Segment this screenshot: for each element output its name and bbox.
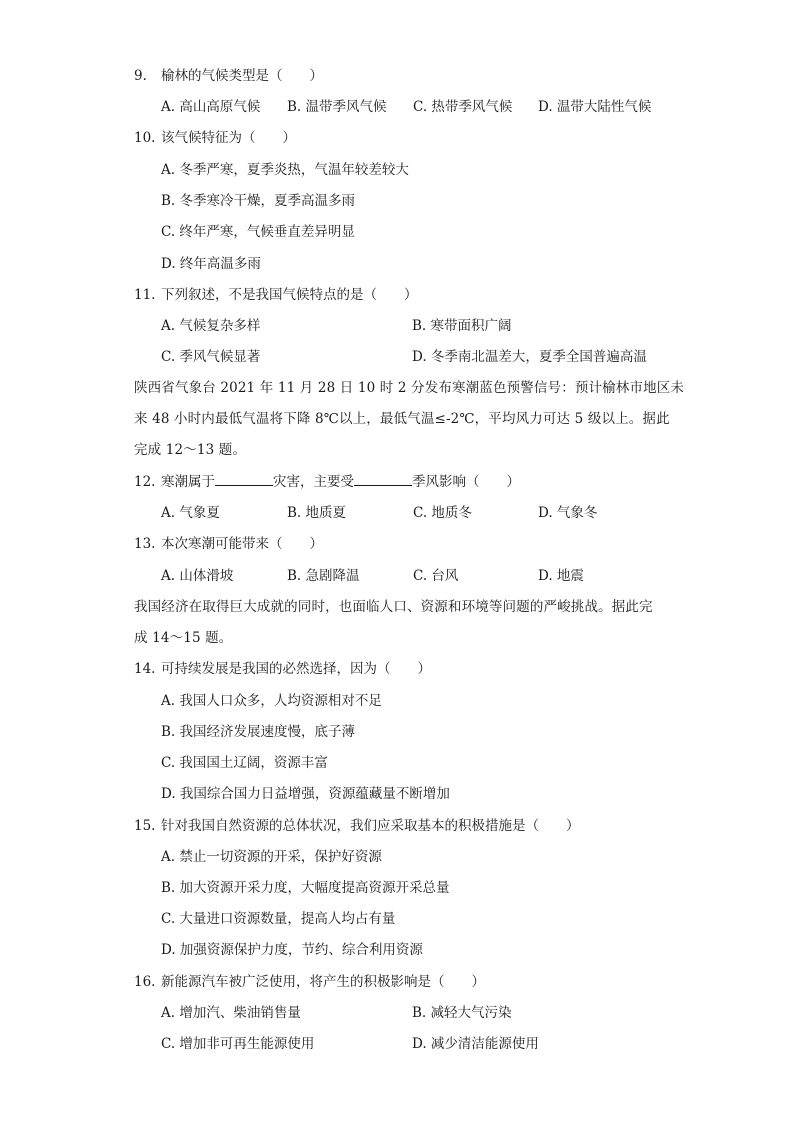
question-13-options bbox=[0, 564, 794, 588]
passage-text: 完成 12～13 题。 bbox=[134, 442, 247, 458]
passage-2-line-1 bbox=[0, 595, 794, 619]
question-15-option-c bbox=[0, 907, 794, 931]
question-stem: 本次寒潮可能带来（ ） bbox=[161, 536, 323, 552]
question-14 bbox=[0, 657, 794, 681]
passage-2-line-2 bbox=[0, 626, 794, 650]
question-number: 16. bbox=[134, 974, 156, 990]
option-c: C. 增加非可再生能源使用 bbox=[161, 1036, 315, 1052]
option-b: B. 温带季风气候 bbox=[287, 99, 387, 115]
question-number: 12. bbox=[134, 474, 156, 490]
question-stem: 下列叙述，不是我国气候特点的是（ ） bbox=[161, 287, 418, 303]
question-11 bbox=[0, 283, 794, 307]
option-d: D. 加强资源保护力度，节约、综合利用资源 bbox=[161, 942, 423, 958]
question-15-option-d bbox=[0, 938, 794, 962]
question-stem: 榆林的气候类型是（ ） bbox=[161, 68, 323, 84]
question-9-options bbox=[0, 95, 794, 119]
question-11-options-row1 bbox=[0, 314, 794, 338]
option-a: A. 我国人口众多，人均资源相对不足 bbox=[161, 693, 382, 709]
question-9 bbox=[0, 64, 794, 88]
option-a: A. 高山高原气候 bbox=[161, 99, 261, 115]
option-b: B. 冬季寒冷干燥，夏季高温多雨 bbox=[161, 193, 356, 209]
stem-part: 季风影响（ ） bbox=[412, 474, 520, 490]
passage-text: 陕西省气象台 2021 年 11 月 28 日 10 时 2 分发布寒潮蓝色预警信号：预计榆林市地区未 bbox=[134, 380, 685, 396]
question-stem: 可持续发展是我国的必然选择，因为（ ） bbox=[161, 661, 431, 677]
passage-1-line-1 bbox=[0, 376, 794, 400]
option-d: D. 温带大陆性气候 bbox=[538, 99, 652, 115]
question-14-option-b bbox=[0, 720, 794, 744]
option-c: C. 我国国土辽阔，资源丰富 bbox=[161, 755, 328, 771]
option-d: D. 地震 bbox=[538, 568, 584, 584]
option-c: C. 台风 bbox=[413, 568, 459, 584]
question-11-options-row2 bbox=[0, 345, 794, 369]
question-number: 11. bbox=[134, 287, 156, 303]
question-14-option-d bbox=[0, 782, 794, 806]
option-c: C. 大量进口资源数量，提高人均占有量 bbox=[161, 911, 396, 927]
option-b: B. 地质夏 bbox=[287, 505, 347, 521]
option-c: C. 季风气候显著 bbox=[161, 349, 261, 365]
question-10-option-a bbox=[0, 158, 794, 182]
option-a: A. 禁止一切资源的开采，保护好资源 bbox=[161, 849, 382, 865]
question-14-option-c bbox=[0, 751, 794, 775]
question-10-option-c bbox=[0, 220, 794, 244]
option-c: C. 热带季风气候 bbox=[413, 99, 513, 115]
option-a: A. 冬季严寒，夏季炎热，气温年较差较大 bbox=[161, 162, 409, 178]
question-15-option-b bbox=[0, 876, 794, 900]
question-12-options bbox=[0, 501, 794, 525]
option-b: B. 加大资源开采力度，大幅度提高资源开采总量 bbox=[161, 880, 450, 896]
question-15 bbox=[0, 814, 794, 838]
option-a: A. 山体滑坡 bbox=[161, 568, 234, 584]
question-stem: 该气候特征为（ ） bbox=[161, 130, 296, 146]
question-number: 14. bbox=[134, 661, 156, 677]
question-13 bbox=[0, 532, 794, 556]
option-c: C. 地质冬 bbox=[413, 505, 472, 521]
option-c: C. 终年严寒，气候垂直差异明显 bbox=[161, 224, 355, 240]
option-d: D. 终年高温多雨 bbox=[161, 256, 261, 272]
question-10-option-b bbox=[0, 189, 794, 213]
answer-blank bbox=[215, 471, 273, 486]
passage-text: 成 14～15 题。 bbox=[134, 630, 233, 646]
question-16 bbox=[0, 970, 794, 994]
passage-text: 来 48 小时内最低气温将下降 8℃以上，最低气温≤-2℃，平均风力可达 5 级以上。据此 bbox=[134, 411, 670, 427]
question-stem: 新能源汽车被广泛使用，将产生的积极影响是（ ） bbox=[161, 974, 485, 990]
option-b: B. 寒带面积广阔 bbox=[412, 318, 512, 334]
question-number: 13. bbox=[134, 536, 156, 552]
option-b: B. 急剧降温 bbox=[287, 568, 360, 584]
option-b: B. 减轻大气污染 bbox=[412, 1005, 512, 1021]
question-stem: 针对我国自然资源的总体状况，我们应采取基本的积极措施是（ ） bbox=[161, 818, 580, 834]
question-10 bbox=[0, 126, 794, 150]
question-10-option-d bbox=[0, 252, 794, 276]
stem-part: 寒潮属于 bbox=[161, 474, 215, 490]
question-15-option-a bbox=[0, 845, 794, 869]
question-number: 15. bbox=[134, 818, 156, 834]
question-number: 10. bbox=[134, 130, 156, 146]
question-14-option-a bbox=[0, 689, 794, 713]
option-a: A. 气候复杂多样 bbox=[161, 318, 261, 334]
option-d: D. 冬季南北温差大，夏季全国普遍高温 bbox=[412, 349, 647, 365]
option-d: D. 我国综合国力日益增强，资源蕴藏量不断增加 bbox=[161, 786, 450, 802]
question-stem bbox=[161, 470, 520, 494]
passage-text: 我国经济在取得巨大成就的同时，也面临人口、资源和环境等问题的严峻挑战。据此完 bbox=[134, 599, 653, 615]
question-16-options-row1 bbox=[0, 1001, 794, 1025]
option-a: A. 增加汽、柴油销售量 bbox=[161, 1005, 301, 1021]
option-d: D. 减少清洁能源使用 bbox=[412, 1036, 539, 1052]
question-12 bbox=[0, 470, 794, 494]
passage-1-line-3 bbox=[0, 438, 794, 462]
option-a: A. 气象夏 bbox=[161, 505, 220, 521]
option-b: B. 我国经济发展速度慢，底子薄 bbox=[161, 724, 356, 740]
passage-1-line-2 bbox=[0, 407, 794, 431]
question-16-options-row2 bbox=[0, 1032, 794, 1056]
stem-part: 灾害，主要受 bbox=[273, 474, 354, 490]
answer-blank bbox=[354, 471, 412, 486]
option-d: D. 气象冬 bbox=[538, 505, 598, 521]
question-number: 9. bbox=[134, 68, 147, 84]
